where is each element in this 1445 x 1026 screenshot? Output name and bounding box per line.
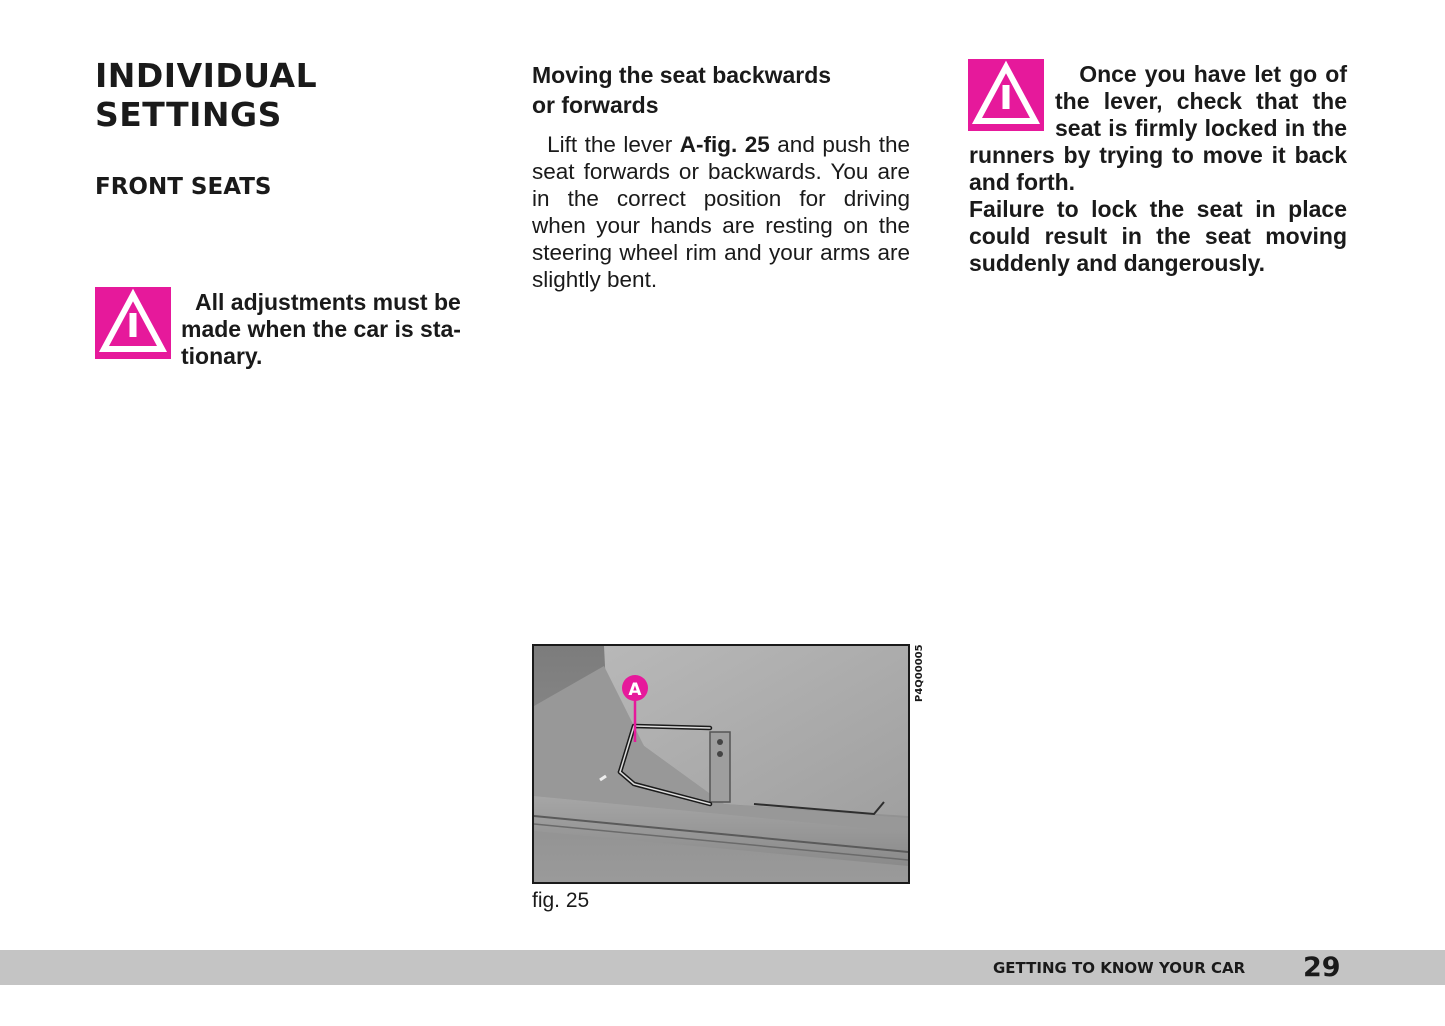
figure-code xyxy=(896,646,942,706)
footer-section-label: GETTING TO KNOW YOUR CAR xyxy=(993,959,1246,977)
page-title xyxy=(95,56,475,134)
warning-note-text: All adjustments must be made when the car is sta- tionary. xyxy=(181,289,461,369)
page-number: 29 xyxy=(1303,952,1341,983)
title-line-1: INDIVIDUAL xyxy=(95,56,318,95)
subsection-heading-line-1: Moving the seat backwards xyxy=(532,62,832,88)
title-line-2: SETTINGS xyxy=(95,95,282,134)
callout-a-label: A xyxy=(628,680,642,700)
figure-caption: fig. 25 xyxy=(532,889,590,912)
seat-lever-figure xyxy=(532,644,910,884)
instructions-text-start: Lift the lever xyxy=(547,132,680,157)
seat-lever-illustration xyxy=(534,646,908,882)
figure-reference: A-fig. 25 xyxy=(679,132,770,157)
seat-instructions xyxy=(532,131,910,293)
warning-paragraph-1: Once you have let go of the lever, check that the seat is firmly locked in the runners by trying to move it back and forth. xyxy=(969,61,1348,195)
warning-paragraph-2: Failure to lock the seat in place could result in the seat moving suddenly and dangerously. xyxy=(969,196,1347,276)
figure-code-text: P4Q00005 xyxy=(914,644,925,702)
warning-note-stationary xyxy=(95,289,475,370)
callout-a-badge xyxy=(622,675,648,701)
section-heading: FRONT SEATS xyxy=(95,174,272,200)
subsection-heading-line-2: or forwards xyxy=(532,92,659,118)
warning-note-seat-lock xyxy=(969,61,1347,277)
subsection-heading xyxy=(532,60,912,120)
instructions-text-end: and push the seat forwards or backwards. You are in the correct position for driving when your hands are resting on the steering wheel rim and your arms are slightly bent. xyxy=(532,132,910,292)
